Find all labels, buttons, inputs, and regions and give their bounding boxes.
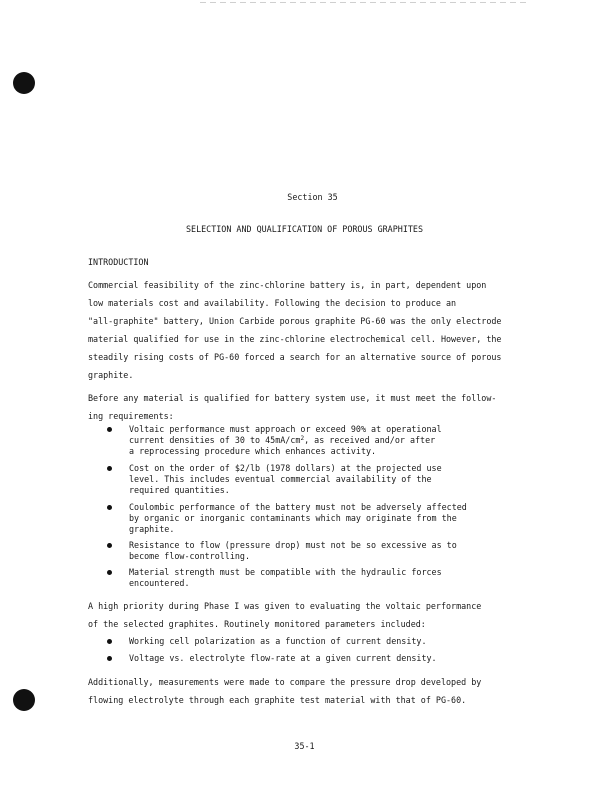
paragraph-line: ing requirements: [88,411,174,421]
requirement-line [129,435,442,446]
requirement-line: Voltaic performance must approach or exceed 90% at operational [129,424,442,434]
introduction-heading: INTRODUCTION [88,257,149,267]
requirement-line: Resistance to flow (pressure drop) must not be so excessive as to [129,540,457,550]
parameter-line: Working cell polarization as a function of current density. [129,636,427,646]
introduction-paragraph [88,276,548,384]
requirement-line: become flow-controlling. [129,551,251,561]
requirement-text: , as received and/or after [304,435,436,445]
paragraph-line: low materials cost and availability. Following the decision to produce an [88,298,457,308]
bullet-icon [107,505,112,510]
paragraph-line: flowing electrolyte through each graphite test material with that of PG-60. [88,695,467,705]
requirement-line: graphite. [129,524,175,534]
bullet-icon [107,543,112,548]
bullet-icon [107,466,112,471]
paragraph-line: A high priority during Phase I was given to evaluating the voltaic performance [88,601,482,611]
scan-artifact-line [200,2,530,3]
binder-hole-bottom [13,689,35,711]
section-title: SELECTION AND QUALIFICATION OF POROUS GRAPHITES [186,224,423,234]
bullet-icon [107,639,112,644]
requirement-line: a reprocessing procedure which enhances activity. [129,446,377,456]
superscript: 2 [300,435,305,442]
parameter-line: Voltage vs. electrolyte flow-rate at a given current density. [129,653,437,663]
paragraph-line: of the selected graphites. Routinely monitored parameters included: [88,619,426,629]
requirement-line: encountered. [129,578,190,588]
paragraph-line: Before any material is qualified for battery system use, it must meet the follow- [88,393,497,403]
section-number: Section 35 [287,192,338,202]
requirement-line: level. This includes eventual commercial availability of the [129,474,432,484]
paragraph-line: "all-graphite" battery, Union Carbide porous graphite PG-60 was the only electrode [88,316,502,326]
paragraph-line: graphite. [88,370,134,380]
requirement-line: required quantities. [129,485,230,495]
requirement-line: Coulombic performance of the battery must not be adversely affected [129,502,467,512]
pressure-drop-paragraph [88,673,548,709]
paragraph-line: steadily rising costs of PG-60 forced a search for an alternative source of porous [88,352,502,362]
paragraph-line: Additionally, measurements were made to compare the pressure drop developed by [88,677,482,687]
paragraph-line: material qualified for use in the zinc-chlorine electrochemical cell. However, the [88,334,502,344]
bullet-icon [107,656,112,661]
bullet-icon [107,427,112,432]
paragraph-line: Commercial feasibility of the zinc-chlorine battery is, in part, dependent upon [88,280,487,290]
requirement-line: by organic or inorganic contaminants which may originate from the [129,513,457,523]
requirement-line: Cost on the order of $2/lb (1978 dollars) at the projected use [129,463,442,473]
page-number: 35-1 [294,741,315,751]
requirements-intro-paragraph [88,389,548,425]
binder-hole-top [13,72,35,94]
bullet-icon [107,570,112,575]
requirement-line: Material strength must be compatible with the hydraulic forces [129,567,442,577]
requirement-text: current densities of 30 to 45mA/cm [129,435,301,445]
phase-one-paragraph [88,597,548,633]
